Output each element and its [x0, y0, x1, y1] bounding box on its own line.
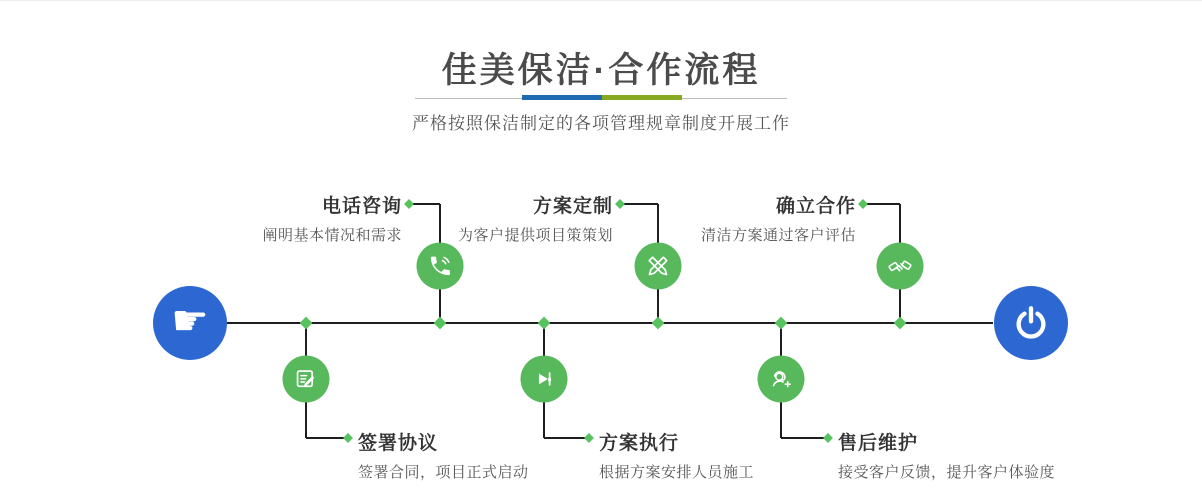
step-title: 电话咨询 [321, 196, 402, 217]
connector-horizontal [306, 437, 348, 439]
label-diamond [615, 199, 625, 209]
label-diamond [584, 433, 594, 443]
timeline-start-node [153, 286, 227, 360]
aftersale-icon [768, 366, 795, 393]
step-node-contract [283, 356, 330, 403]
connector-horizontal [863, 203, 900, 205]
step-node-handshake [877, 243, 924, 290]
title-divider-bar [522, 95, 682, 100]
connector-horizontal [620, 203, 658, 205]
phone-icon [427, 253, 454, 280]
execute-icon [531, 366, 558, 393]
step-desc: 接受客户反馈，提升客户体验度 [838, 464, 1056, 481]
timeline-end-node [994, 286, 1068, 360]
timeline-node-diamond [894, 317, 907, 330]
step-label-design [458, 191, 613, 245]
step-title: 售后维护 [838, 433, 919, 454]
design-icon [645, 253, 672, 280]
contract-icon [293, 366, 320, 393]
timeline-node-diamond [538, 317, 551, 330]
label-diamond [343, 433, 353, 443]
page-title: 佳美保洁·合作流程 [441, 51, 761, 90]
step-title: 方案定制 [532, 196, 613, 217]
timeline-node-diamond [775, 317, 788, 330]
step-node-design [635, 243, 682, 290]
step-label-execute [599, 428, 754, 482]
step-label-handshake [701, 191, 856, 245]
divider-blue-segment [522, 95, 602, 100]
label-diamond [823, 433, 833, 443]
step-node-execute [521, 356, 568, 403]
timeline-node-diamond [652, 317, 665, 330]
step-desc: 为客户提供项目策策划 [457, 227, 613, 244]
step-title: 方案执行 [599, 433, 680, 454]
step-title: 签署协议 [358, 433, 439, 454]
step-node-phone [417, 243, 464, 290]
step-desc: 阐明基本情况和需求 [262, 227, 402, 244]
timeline-main-line [227, 322, 993, 324]
step-label-aftersale [838, 428, 1055, 482]
step-title: 确立合作 [775, 196, 856, 217]
step-desc: 签署合同，项目正式启动 [358, 464, 529, 481]
label-diamond [404, 199, 414, 209]
label-diamond [858, 199, 868, 209]
divider-green-segment [602, 95, 682, 100]
step-desc: 根据方案安排人员施工 [599, 464, 755, 481]
step-node-aftersale [758, 356, 805, 403]
power-icon [1011, 303, 1051, 343]
step-desc: 清洁方案通过客户评估 [700, 227, 856, 244]
pointing-hand-icon: ☛ [171, 297, 209, 344]
timeline-node-diamond [434, 317, 447, 330]
connector-horizontal [781, 437, 828, 439]
connector-horizontal [544, 437, 589, 439]
page-subtitle: 严格按照保洁制定的各项管理规章制度开展工作 [412, 114, 790, 133]
handshake-icon [887, 253, 914, 280]
step-label-contract [358, 428, 529, 482]
timeline-node-diamond [300, 317, 313, 330]
step-label-phone [262, 191, 402, 245]
